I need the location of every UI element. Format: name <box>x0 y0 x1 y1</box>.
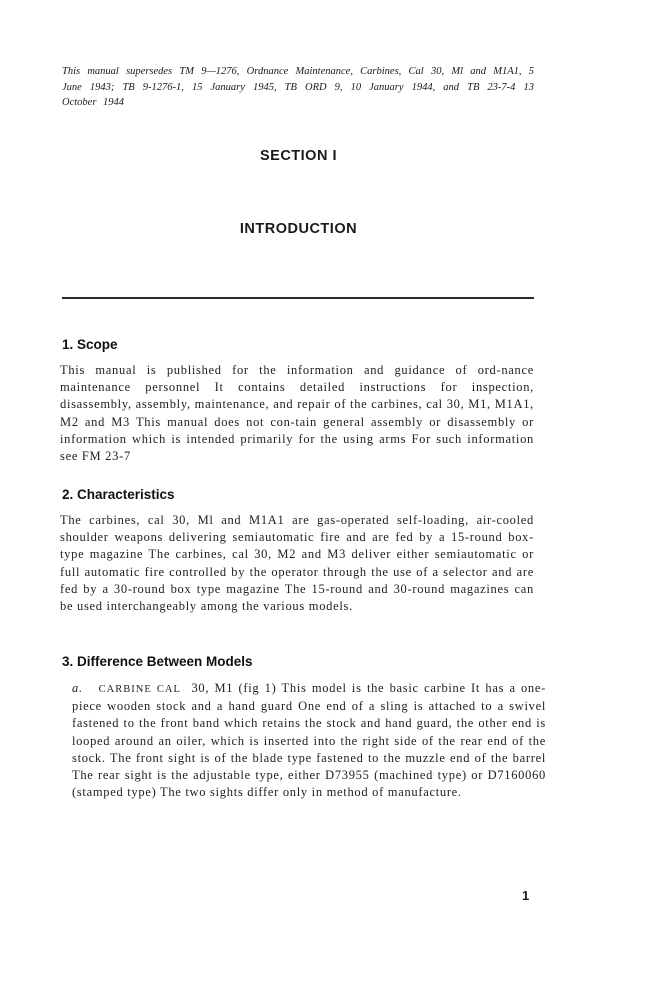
heading-characteristics: 2. Characteristics <box>62 487 175 502</box>
subparagraph-text: 30, M1 (fig 1) This model is the basic carbine It has a one-piece wooden stock and a hand guard One end of a sling is attached to a swivel fastened to the front band which retains the stock and hand guard, the other end is looped around an oiler, which is inserted into the right side of the rear end of the stock. The front sight is of the blade type fastened to the muzzle end of the barrel The rear sight is the adjustable type, either D73955 (machined type) or D7160060 (stamped type) The two sights differ only in method of manufacture. <box>72 681 546 800</box>
paragraph-scope: This manual is published for the information and guidance of ord-nance maintenance personnel It contains detailed instructions for inspection, disassembly, assembly, maintenance, and repair of the carbines, cal 30, M1, M1A1, M2 and M3 This manual does not con-tain general assembly or disassembly or information which is intended primarily for the using arms For such information see FM 23-7 <box>60 363 534 464</box>
subparagraph-letter: a. <box>72 681 83 695</box>
supersession-note: This manual supersedes TM 9—1276, Ordnance Maintenance, Carbines, Cal 30, Ml and M1A1, 5 June 1943; TB 9-1276-1, 15 January 1945, TB ORD 9, 10 January 1944, and TB 23-7-4 13 October 1944 <box>62 66 534 108</box>
paragraph-difference-between-models <box>60 680 546 801</box>
section-title: INTRODUCTION <box>239 221 358 237</box>
page-number: 1 <box>522 888 530 903</box>
heading-difference-between-models: 3. Difference Between Models <box>62 654 253 669</box>
paragraph-characteristics: The carbines, cal 30, Ml and M1A1 are gas-operated self-loading, air-cooled shoulder weapons delivering semiautomatic fire and are fed by a 15-round box-type magazine The carbines, cal 30, M2 and M3 deliver either semiautomatic or full automatic fire controlled by the operator through the use of a selector and are fed by a 30-round box type magazine The 15-round and 30-round magazines can be used interchangeably among the various models. <box>60 513 534 614</box>
heading-scope: 1. Scope <box>62 337 118 352</box>
subparagraph-caption: CARBINE CAL <box>98 684 181 695</box>
section-label: SECTION I <box>259 148 337 164</box>
horizontal-rule <box>62 297 534 299</box>
